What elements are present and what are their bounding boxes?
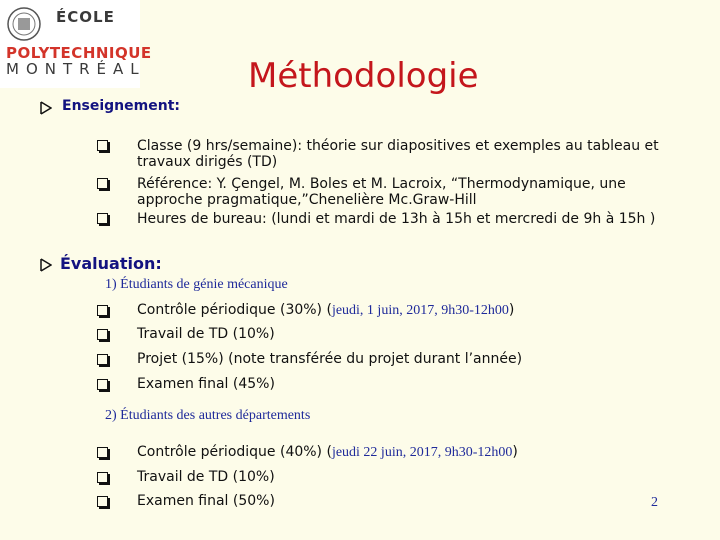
item-text: )	[508, 302, 515, 318]
midterm-date: jeudi, 1 juin, 2017, 9h30-12h00	[331, 303, 509, 318]
logo-text-montreal: MONTRÉAL	[6, 60, 146, 78]
square-bullet-icon	[97, 140, 108, 151]
eval1-item-project: Projet (15%) (note transférée du projet durant l’année)	[137, 351, 523, 367]
slide-title: Méthodologie	[248, 56, 479, 96]
midterm-date: jeudi 22 juin, 2017, 9h30-12h00	[331, 445, 513, 460]
eval2-item-midterm	[137, 444, 518, 461]
section-heading-evaluation: Évaluation:	[60, 254, 162, 273]
eval1-item-td: Travail de TD (10%)	[137, 326, 275, 342]
eval2-item-final: Examen final (50%)	[137, 493, 275, 509]
logo-text-ecole: ÉCOLE	[56, 8, 115, 26]
item-text: Contrôle périodique (30%) (	[137, 302, 332, 318]
teaching-item-reference	[137, 176, 626, 208]
school-logo	[0, 0, 152, 88]
group-label-other-departments: 2) Étudiants des autres départements	[105, 408, 311, 423]
square-bullet-icon	[97, 472, 108, 483]
square-bullet-icon	[97, 329, 108, 340]
arrow-bullet-icon	[40, 101, 52, 115]
page-number: 2	[651, 495, 658, 510]
item-line: Heures de bureau: (lundi et mardi de 13h à 15h et mercredi de 9h à 15h )	[137, 211, 656, 227]
square-bullet-icon	[97, 354, 108, 365]
group-label-mechanical: 1) Étudiants de génie mécanique	[105, 277, 288, 292]
square-bullet-icon	[97, 305, 108, 316]
item-line: Référence: Y. Çengel, M. Boles et M. Lacroix, “Thermodynamique, une	[137, 176, 626, 192]
item-text: )	[512, 444, 518, 460]
item-line: Classe (9 hrs/semaine): théorie sur diapositives et exemples au tableau et	[137, 138, 659, 154]
square-bullet-icon	[97, 178, 108, 189]
square-bullet-icon	[97, 447, 108, 458]
section-heading-teaching: Enseignement:	[62, 98, 180, 114]
eval1-item-final: Examen final (45%)	[137, 376, 275, 392]
teaching-item-class	[137, 138, 659, 170]
item-line: approche pragmatique,”Chenelière Mc.Graw-Hill	[137, 192, 477, 208]
square-bullet-icon	[97, 213, 108, 224]
eval1-item-midterm	[137, 302, 514, 319]
item-text: Contrôle périodique (40%) (	[137, 444, 332, 460]
square-bullet-icon	[97, 496, 108, 507]
logo-text-polytechnique: POLYTECHNIQUE	[6, 44, 152, 62]
square-bullet-icon	[97, 379, 108, 390]
arrow-bullet-icon	[40, 258, 52, 272]
teaching-item-office-hours	[137, 211, 655, 227]
crest-icon	[6, 6, 42, 42]
item-line: travaux dirigés (TD)	[137, 154, 278, 170]
eval2-item-td: Travail de TD (10%)	[137, 469, 275, 485]
